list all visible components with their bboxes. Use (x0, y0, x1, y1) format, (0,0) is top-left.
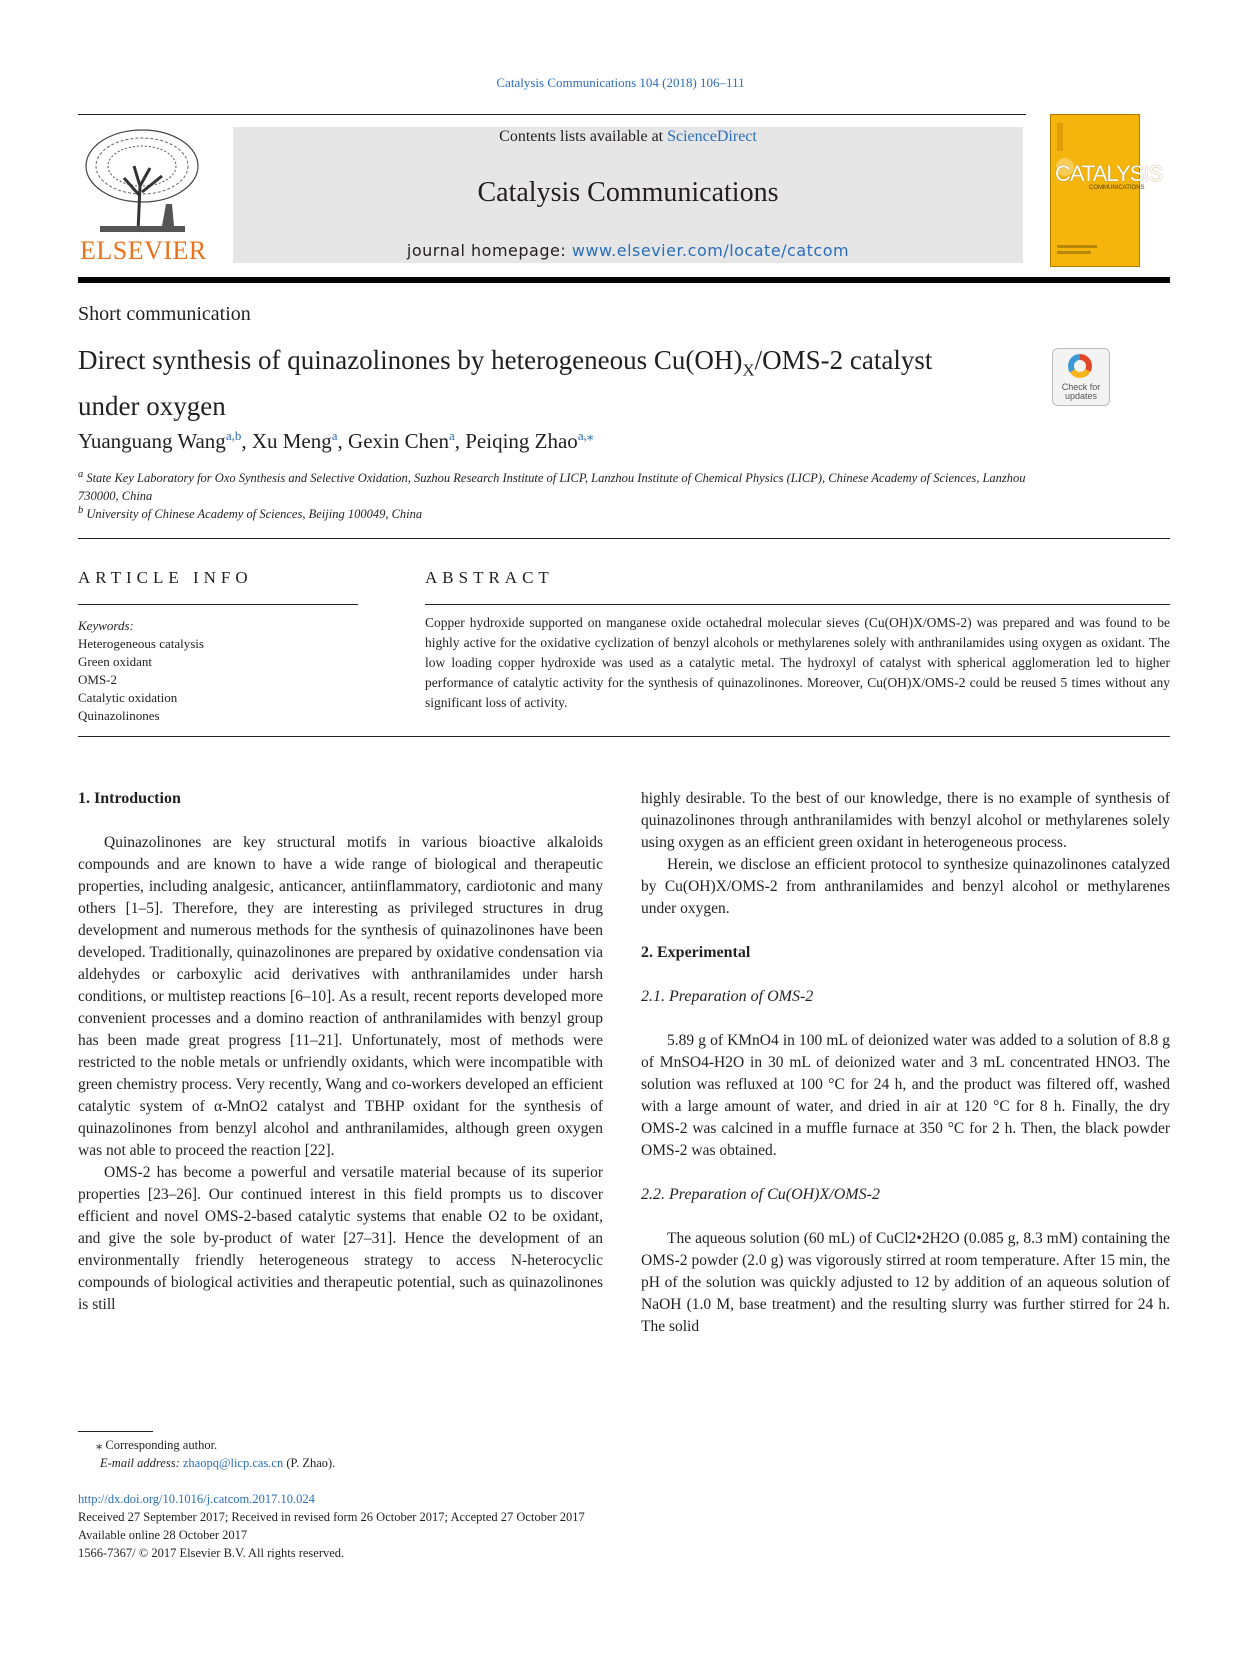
author-affiliation-mark[interactable]: a (331, 428, 338, 443)
subsection-1-heading: 2.1. Preparation of OMS-2 (641, 988, 814, 1005)
cover-subtitle: COMMUNICATIONS (1089, 185, 1145, 191)
cover-title: CATALYSIS (1055, 161, 1163, 186)
header-rule (78, 114, 1026, 115)
corresponding-author-note: ⁎ Corresponding author. (96, 1438, 218, 1452)
author-affiliation-mark[interactable]: a,⁎ (577, 428, 594, 443)
author-name: Gexin Chen (348, 429, 449, 453)
received-dates: Received 27 September 2017; Received in revised form 26 October 2017; Accepted 27 October 2017 (78, 1510, 585, 1524)
abstract-rule (425, 604, 1170, 605)
keyword-item: Green oxidant (78, 654, 153, 669)
affiliation-text: State Key Laboratory for Oxo Synthesis and Selective Oxidation, Suzhou Research Institute of LICP, Lanzhou Institute of Chemical Physics (LICP), Chinese Academy of Sciences, Lanzhou 730000, China (78, 471, 1026, 504)
front-matter-rule (78, 538, 1170, 539)
journal-cover (1050, 114, 1163, 267)
left-column (78, 788, 603, 1316)
elsevier-wordmark: ELSEVIER (80, 236, 207, 265)
affiliation-text: University of Chinese Academy of Sciences, Beijing 100049, China (86, 507, 423, 522)
keyword-item: Heterogeneous catalysis (78, 636, 204, 651)
abstract-text: Copper hydroxide supported on manganese oxide octahedral molecular sieves (Cu(OH)X/OMS-2) was prepared and was found to be highly active for the oxidative cyclization of benzyl alcohols or methylarenes solely with anthranilamides using oxygen as oxidant. The low loading copper hydroxide was used as a catalytic metal. The hydroxyl of catalyst with spherical agglomeration led to higher performance of catalytic activity for the synthesis of quinazolinones. Moreover, Cu(OH)X/OMS-2 could be reused 5 times without any significant loss of activity. (425, 615, 1170, 710)
right-paragraph-1: highly desirable. To the best of our knowledge, there is no example of synthesis of quinazolinones through anthranilamides with benzyl alcohol or methylarenes solely using oxygen as an efficient green oxidant in heterogeneous process. (641, 790, 1170, 851)
check-label: Check for updates (1061, 382, 1101, 401)
author-name: Xu Meng (251, 429, 332, 453)
keyword-item: Quinazolinones (78, 708, 160, 723)
subsection-2-heading: 2.2. Preparation of Cu(OH)X/OMS-2 (641, 1186, 880, 1203)
email-link[interactable]: zhaopq@licp.cas.cn (182, 1456, 284, 1470)
homepage-prefix: journal homepage: (406, 241, 572, 260)
abstract-heading: ABSTRACT (425, 568, 554, 587)
keyword-item: OMS-2 (78, 672, 118, 687)
doi-link[interactable] (78, 1490, 315, 1508)
journal-citation[interactable]: Catalysis Communications 104 (2018) 106–111 (496, 75, 745, 90)
elsevier-logo (80, 126, 205, 266)
experimental-heading: 2. Experimental (641, 944, 751, 961)
footnote-rule (78, 1431, 153, 1432)
article-type: Short communication (78, 303, 251, 325)
email-suffix: (P. Zhao). (283, 1456, 336, 1470)
doi-text[interactable]: http://dx.doi.org/10.1016/j.catcom.2017.10.024 (78, 1492, 315, 1506)
article-info-rule (78, 604, 358, 605)
article-title: Direct synthesis of quinazolinones by heterogeneous $Cu(OH)_X/OMS-2$ catalyst under oxygen (78, 345, 933, 422)
email-label: E-mail address: (100, 1456, 183, 1470)
journal-banner (233, 127, 1023, 263)
abstract-bottom-rule (78, 736, 1170, 737)
author-affiliation-mark[interactable]: a,b (225, 428, 242, 443)
available-online: Available online 28 October 2017 (78, 1528, 248, 1542)
author-affiliation-mark[interactable]: a (448, 428, 455, 443)
contents-line (233, 128, 1023, 146)
author-list: Yuanguang Wang$^{a,b}$, Xu Meng$^a$, Gexin Chen$^a$, Peiqing Zhao$^{a,⁎}$ (78, 428, 594, 453)
contents-prefix: Contents lists available at (499, 128, 668, 145)
right-paragraph-2: Herein, we disclose an efficient protocol to synthesize quinazolinones catalyzed by Cu(OH)X/OMS-2 from anthranilamides and benzyl alcohol or methylarenes under oxygen. (641, 856, 1170, 917)
email-line (100, 1454, 335, 1472)
intro-paragraph-2: OMS-2 has become a powerful and versatile material because of its superior properties [23–26]. Our continued interest in this field prompts us to discover efficient and novel OMS-2-based catalytic systems that enable O2 to be oxidant, and give the sole by-product of water [27–31]. Hence the development of an environmentally friendly heterogeneous strategy to access N-heterocyclic compounds of biological activities and therapeutic potential, such as quinazolinones is still (78, 1164, 603, 1313)
affiliation-mark: b (78, 505, 84, 516)
right-column (641, 788, 1170, 1338)
author-name: Yuanguang Wang (78, 429, 226, 453)
subsection-2-text: The aqueous solution (60 mL) of CuCl2•2H2O (0.085 g, 8.3 mM) containing the OMS-2 powder (2.0 g) was vigorously stirred at room temperature. After 15 min, the pH of the solution was quickly adjusted to 12 by addition of an aqueous solution of NaOH (1.0 M, base treatment) and the resulting slurry was further stirred for 24 h. The solid (641, 1230, 1170, 1335)
check-for-updates-button[interactable] (1052, 348, 1110, 406)
crossmark-icon (1068, 354, 1092, 378)
homepage-line (233, 241, 1023, 260)
affiliation-mark: a (78, 469, 84, 480)
header-divider (78, 277, 1170, 283)
keywords-block (78, 617, 204, 725)
subsection-1-text: 5.89 g of KMnO4 in 100 mL of deionized water was added to a solution of 8.8 g of MnSO4-H2O in 30 mL of deionized water and 3 mL concentrated HNO3. The solution was refluxed at 100 °C for 24 h, and the product was filtered off, washed with a large amount of water, and dried in air at 120 °C for 8 h. Finally, the dry OMS-2 was calcined in a muffle furnace at 350 °C for 2 h. Then, the black powder OMS-2 was obtained. (641, 1032, 1170, 1159)
tree-icon (80, 126, 205, 234)
keyword-item: Catalytic oxidation (78, 690, 178, 705)
affiliation-b (78, 502, 1038, 523)
affiliation-a (78, 466, 1038, 505)
article-info-heading: ARTICLE INFO (78, 568, 253, 587)
homepage-link[interactable]: www.elsevier.com/locate/catcom (571, 241, 850, 260)
author-name: Peiqing Zhao (465, 429, 578, 453)
journal-title: Catalysis Communications (477, 177, 779, 208)
intro-paragraph-1: Quinazolinones are key structural motifs in various bioactive alkaloids compounds and are known to have a wide range of biological and therapeutic properties, including analgesic, anticancer, antiinflammatory, cardiotonic and many others [1–5]. Therefore, they are interesting as privileged structures in drug development and numerous methods for the synthesis of quinazolinones have been developed. Traditionally, quinazolinones are prepared by oxidative condensation via aldehydes or carboxylic acid derivatives with anthranilamides under harsh conditions, or multistep reactions [6–10]. As a result, recent reports developed more convenient processes and a domino reaction of anthranilamides with benzyl group has been made great progress [11–21]. Unfortunately, most of methods were restricted to the noble metals or unfriendly oxidants, which were incompatible with green chemistry process. Very recently, Wang and co-workers developed an efficient catalytic system of α-MnO2 catalyst and TBHP oxidant for the synthesis of quinazolinones from benzyl alcohol and anthranilamides, although green oxygen was not able to proceed the reaction [22]. (78, 834, 603, 1159)
intro-heading: 1. Introduction (78, 790, 181, 807)
copyright: 1566-7367/ © 2017 Elsevier B.V. All rights reserved. (78, 1546, 345, 1560)
sciencedirect-link[interactable]: ScienceDirect (667, 128, 757, 145)
keywords-label: Keywords: (78, 618, 134, 633)
